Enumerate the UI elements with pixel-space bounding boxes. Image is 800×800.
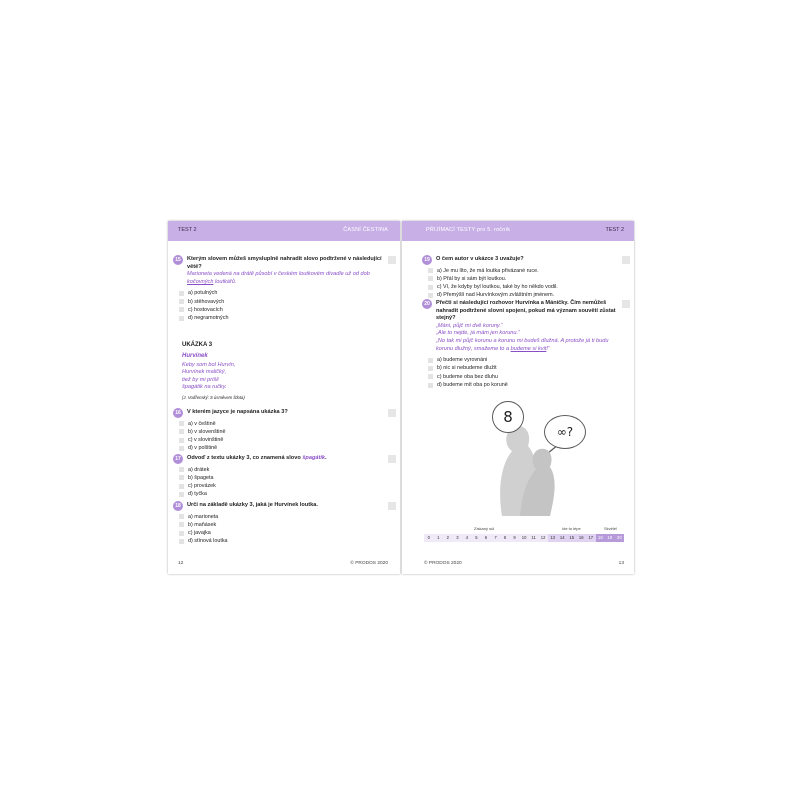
answer-option[interactable]: d) Přemýšlí nad Hurvínkovým zvláštním jménem. xyxy=(428,291,622,299)
answer-option[interactable]: c) javajka xyxy=(179,529,388,537)
answer-options xyxy=(173,513,388,546)
answer-options xyxy=(173,289,388,322)
answer-option[interactable]: a) marioneta xyxy=(179,513,388,521)
score-box[interactable] xyxy=(388,502,396,510)
scale-cell[interactable]: 17 xyxy=(586,534,596,542)
left-header-section: ČASNÍ ČESTINA xyxy=(343,227,388,233)
answer-option[interactable]: d) budeme mít oba po koruně xyxy=(428,381,622,389)
checkbox[interactable] xyxy=(179,467,184,472)
answer-options xyxy=(173,420,388,453)
question-number: 19 xyxy=(422,255,432,265)
answer-option[interactable]: d) stínová loutka xyxy=(179,537,388,545)
checkbox[interactable] xyxy=(428,366,433,371)
scale-cell[interactable]: 15 xyxy=(567,534,577,542)
answer-options xyxy=(422,356,622,389)
scale-row xyxy=(424,534,624,542)
answer-option[interactable]: b) stěhovavých xyxy=(179,298,388,306)
checkbox[interactable] xyxy=(428,374,433,379)
answer-option[interactable]: b) Přál by si sám být loutkou. xyxy=(428,275,622,283)
answer-options xyxy=(422,267,622,300)
checkbox[interactable] xyxy=(179,429,184,434)
copyright: © PRODOS 2020 xyxy=(424,561,462,566)
answer-option[interactable]: b) maňásek xyxy=(179,521,388,529)
answer-option[interactable]: d) tyčka xyxy=(179,490,388,498)
scale-label-2: Ide to lépe xyxy=(562,526,581,531)
answer-option[interactable]: c) Ví, že kdyby byl loutkou, také by ho někdo vodil. xyxy=(428,283,622,291)
left-header-test: TEST 2 xyxy=(178,227,197,233)
scale-cell[interactable]: 6 xyxy=(481,534,491,542)
question-text: Urči na základě ukázky 3, jaká je Hurvínek loutka. xyxy=(187,502,318,508)
score-box[interactable] xyxy=(388,409,396,417)
scale-cell[interactable]: 12 xyxy=(538,534,548,542)
answer-option[interactable]: a) Je mu líto, že má loutka přivázané ruce. xyxy=(428,267,622,275)
copyright: © PRODOS 2020 xyxy=(350,561,388,566)
checkbox[interactable] xyxy=(179,475,184,480)
checkbox[interactable] xyxy=(179,492,184,497)
answer-option[interactable]: b) nic si nebudeme dlužit xyxy=(428,364,622,372)
question-text: Přečti si následující rozhovor Hurvínka a Máničky. Čím nemůžeš nahradit podtržené slovní spojení, pokud má význam souvětí zůstat stejný? xyxy=(436,300,616,322)
checkbox[interactable] xyxy=(179,522,184,527)
right-header-band xyxy=(402,221,634,241)
checkbox[interactable] xyxy=(428,293,433,298)
checkbox[interactable] xyxy=(428,268,433,273)
scale-cell[interactable]: 5 xyxy=(472,534,482,542)
checkbox[interactable] xyxy=(428,383,433,388)
sample-title: UKÁZKA 3 xyxy=(182,342,213,348)
scale-cell[interactable]: 19 xyxy=(605,534,615,542)
question-text: V kterém jazyce je napsána ukázka 3? xyxy=(187,409,288,415)
checkbox[interactable] xyxy=(179,291,184,296)
checkbox[interactable] xyxy=(179,316,184,321)
answer-option[interactable]: c) provázek xyxy=(179,482,388,490)
answer-option[interactable]: d) v polštině xyxy=(179,444,388,452)
question-number: 18 xyxy=(173,501,183,511)
score-box[interactable] xyxy=(388,455,396,463)
scale-cell[interactable]: 7 xyxy=(491,534,501,542)
answer-option[interactable]: c) hostovacích xyxy=(179,306,388,314)
sample-poem: Keby som bol Hurvín, Hurvínek maličký, tiež by mi prišli špagátik na ručky. xyxy=(182,362,236,391)
scale-cell[interactable]: 0 xyxy=(424,534,434,542)
question-text: O čem autor v ukázce 3 uvažuje? xyxy=(436,256,524,262)
sample-3 xyxy=(182,342,388,400)
scale-cell[interactable]: 18 xyxy=(596,534,606,542)
answer-option[interactable]: a) drátek xyxy=(179,466,388,474)
illustration xyxy=(492,401,597,536)
checkbox[interactable] xyxy=(179,446,184,451)
answer-option[interactable]: a) potulných xyxy=(179,289,388,297)
answer-option[interactable]: a) v češtině xyxy=(179,420,388,428)
checkbox[interactable] xyxy=(179,299,184,304)
question-number: 16 xyxy=(173,408,183,418)
scale-cell[interactable]: 11 xyxy=(529,534,539,542)
scale-cell[interactable]: 13 xyxy=(548,534,558,542)
checkbox[interactable] xyxy=(179,531,184,536)
checkbox[interactable] xyxy=(179,307,184,312)
score-scale xyxy=(424,526,624,542)
sample-source: (J. Voďřenský: S úsměvem štlota) xyxy=(182,394,245,400)
left-header-band xyxy=(168,221,400,241)
answer-option[interactable]: d) negramotných xyxy=(179,314,388,322)
score-box[interactable] xyxy=(388,256,396,264)
checkbox[interactable] xyxy=(179,421,184,426)
question-number: 15 xyxy=(173,255,183,265)
answer-options xyxy=(173,466,388,499)
score-box[interactable] xyxy=(622,300,630,308)
question-number: 20 xyxy=(422,299,432,309)
scale-label-3: Skvělé! xyxy=(604,526,618,531)
question-17 xyxy=(173,455,388,499)
page-number: 12 xyxy=(178,561,184,566)
question-16 xyxy=(173,409,388,453)
answer-option[interactable]: b) špageta xyxy=(179,474,388,482)
checkbox[interactable] xyxy=(428,285,433,290)
checkbox[interactable] xyxy=(179,438,184,443)
answer-option[interactable]: c) v slovinštině xyxy=(179,436,388,444)
page-number: 13 xyxy=(618,561,624,566)
question-15 xyxy=(173,256,388,323)
scale-cell[interactable]: 2 xyxy=(443,534,453,542)
checkbox[interactable] xyxy=(179,484,184,489)
question-quote: Marioneta vedená na drátě působí v českém loutkovém divadle už od dob kočovných loutkářů. xyxy=(187,271,370,285)
question-number: 17 xyxy=(173,454,183,464)
checkbox[interactable] xyxy=(428,276,433,281)
scale-label-1: Získaný súl xyxy=(474,526,495,531)
right-page xyxy=(402,221,634,574)
speech-bubble-right: ∞? xyxy=(544,415,586,449)
score-box[interactable] xyxy=(622,256,630,264)
right-header-section: PŘIJÍMACÍ TESTY pro 5. ročník xyxy=(426,227,511,233)
question-20 xyxy=(422,300,622,389)
checkbox[interactable] xyxy=(179,514,184,519)
scale-cell[interactable]: 3 xyxy=(453,534,463,542)
question-text: Odvoď z textu ukázky 3, co znamená slovo špagátik. xyxy=(187,455,327,461)
right-header-test: TEST 2 xyxy=(605,227,624,233)
checkbox[interactable] xyxy=(179,539,184,544)
answer-option[interactable]: c) budeme oba bez dluhu xyxy=(428,373,622,381)
left-page xyxy=(168,221,400,574)
scale-cell[interactable]: 1 xyxy=(434,534,444,542)
answer-option[interactable]: b) v slovenštině xyxy=(179,428,388,436)
scale-cell[interactable]: 16 xyxy=(577,534,587,542)
answer-option[interactable]: a) budeme vyrovnáni xyxy=(428,356,622,364)
scale-cell[interactable]: 9 xyxy=(510,534,520,542)
speech-bubble-left: 8 xyxy=(492,401,524,433)
scale-cell[interactable]: 14 xyxy=(557,534,567,542)
scale-cell[interactable]: 20 xyxy=(615,534,625,542)
scale-cell[interactable]: 4 xyxy=(462,534,472,542)
question-19 xyxy=(422,256,622,300)
dialog: „Máni, půjč mi dvě koruny.“ „Ale to nejde, já mám jen korunu.“ „No tak mi půjč korunu a korunu mi budeš dlužná. A protože já ti budu korunu dlužný, smažeme to a budeme si kvit!“ xyxy=(436,322,609,352)
checkbox[interactable] xyxy=(428,358,433,363)
question-18 xyxy=(173,502,388,546)
question-text: Kterým slovem můžeš smysluplně nahradit slovo podtržené v následující větě? xyxy=(187,256,382,270)
sample-name: Hurvínek xyxy=(182,353,208,359)
scale-cell[interactable]: 8 xyxy=(500,534,510,542)
scale-cell[interactable]: 10 xyxy=(519,534,529,542)
